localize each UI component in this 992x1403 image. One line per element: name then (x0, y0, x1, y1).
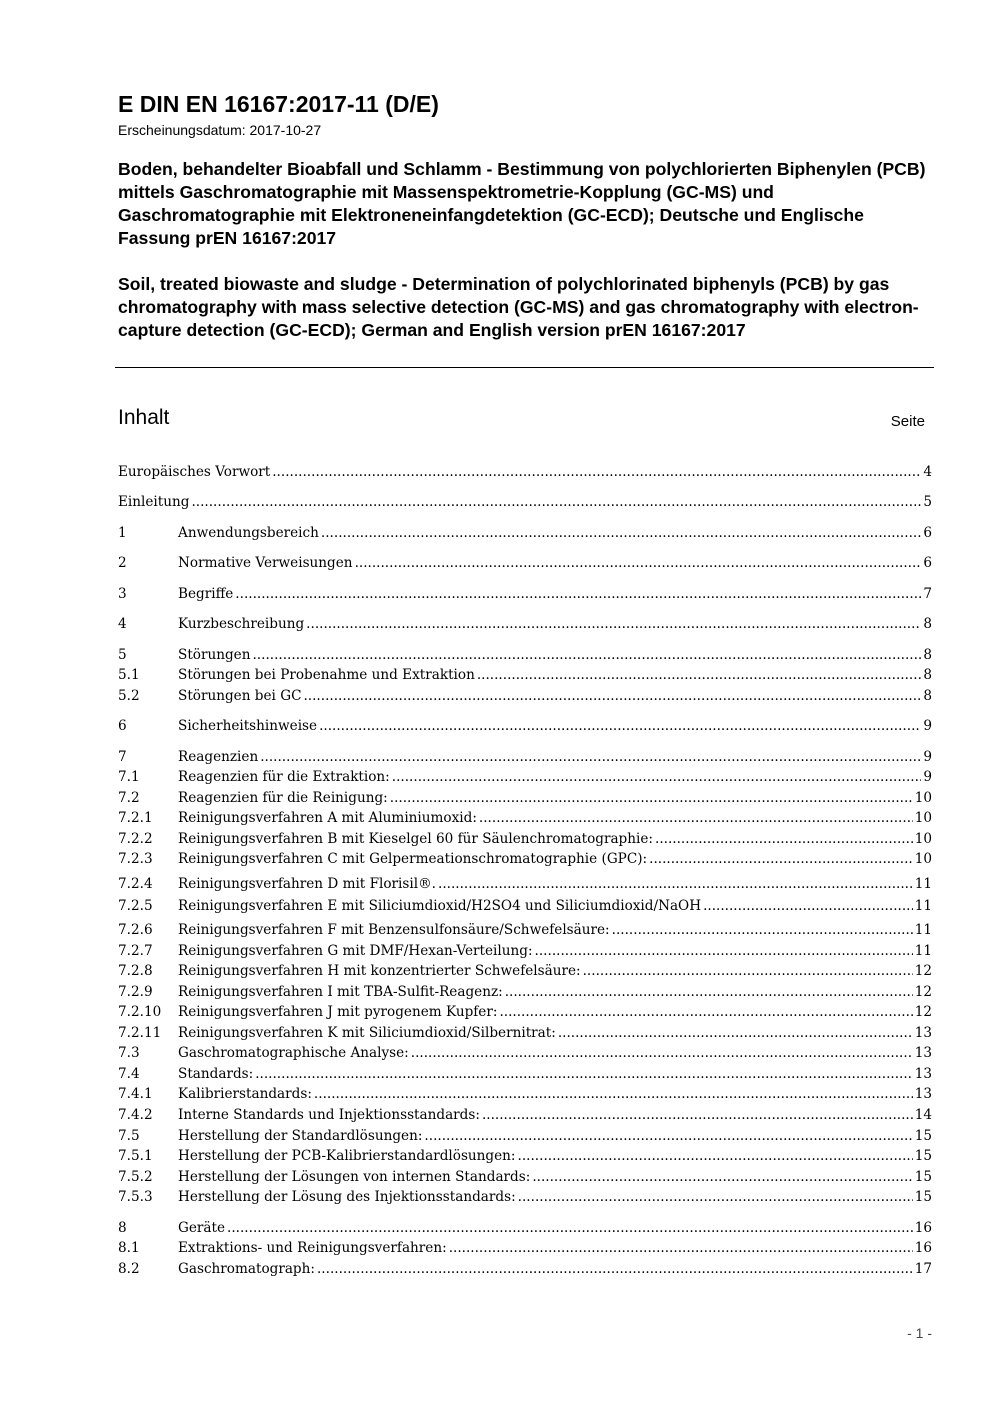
toc-entry-title: Reinigungsverfahren G mit DMF/Hexan-Verteilung: (178, 943, 533, 959)
toc-entry[interactable] (118, 1189, 932, 1209)
toc-entry-title: Reinigungsverfahren D mit Florisil®. (178, 876, 436, 892)
toc-entry-title: Reinigungsverfahren B mit Kieselgel 60 für Säulenchromatographie: (178, 831, 653, 847)
toc-leader-dots (438, 876, 913, 892)
toc-entry-title: Reinigungsverfahren I mit TBA-Sulfit-Reagenz: (178, 984, 503, 1000)
toc-entry[interactable] (118, 1220, 932, 1240)
toc-page-column-label: Seite (890, 413, 925, 430)
toc-entry-title: Störungen (178, 647, 251, 663)
toc-leader-dots (317, 1261, 913, 1277)
page-number: - 1 - (907, 1325, 932, 1341)
toc-entry[interactable] (118, 688, 932, 708)
toc-entry[interactable] (118, 1004, 932, 1024)
toc-entry[interactable] (118, 1025, 932, 1045)
toc-entry-page: 13 (914, 1066, 932, 1082)
toc-leader-dots (390, 790, 913, 806)
toc-leader-dots (532, 1169, 912, 1185)
toc-entry[interactable] (118, 1107, 932, 1127)
toc-entry-title: Extraktions- und Reinigungsverfahren: (178, 1240, 447, 1256)
toc-entry[interactable] (118, 1045, 932, 1065)
toc-leader-dots (558, 1025, 913, 1041)
toc-entry-title: Einleitung (118, 494, 190, 510)
toc-entry-number: 7.2.2 (118, 831, 153, 847)
toc-entry-page: 10 (914, 790, 932, 806)
toc-leader-dots (583, 963, 913, 979)
toc-entry-number: 7.4.2 (118, 1107, 153, 1123)
toc-entry-number: 7.1 (118, 769, 140, 785)
toc-entry[interactable] (118, 1128, 932, 1148)
toc-entry-page: 8 (923, 616, 932, 632)
toc-leader-dots (477, 667, 922, 683)
toc-leader-dots (612, 922, 913, 938)
toc-entry[interactable] (118, 984, 932, 1004)
toc-entry[interactable] (118, 810, 932, 830)
toc-entry-title: Reinigungsverfahren J mit pyrogenem Kupfer: (178, 1004, 498, 1020)
toc-entry-number: 3 (118, 586, 127, 602)
toc-leader-dots (535, 943, 913, 959)
title-english: Soil, treated biowaste and sludge - Determination of polychlorinated biphenyls (PCB) by gas chromatography with mass selective detection (GC-MS) and gas chromatography with electron-capture detection (GC-ECD); German and English version prEN 16167:2017 (118, 274, 919, 340)
toc-entry-number: 1 (118, 525, 127, 541)
toc-entry-title: Reinigungsverfahren F mit Benzensulfonsäure/Schwefelsäure: (178, 922, 610, 938)
toc-entry-number: 7.5 (118, 1128, 140, 1144)
toc-entry-number: 5.1 (118, 667, 140, 683)
toc-entry-page: 9 (923, 718, 932, 734)
toc-entry-page: 6 (923, 525, 932, 541)
publication-date: Erscheinungsdatum: 2017-10-27 (118, 122, 322, 138)
toc-entry-title: Kalibrierstandards: (178, 1086, 312, 1102)
toc-entry-title: Kurzbeschreibung (178, 616, 305, 632)
toc-entry-number: 7.2 (118, 790, 140, 806)
toc-entry-page: 12 (914, 1004, 932, 1020)
toc-entry-number: 5.2 (118, 688, 140, 704)
toc-entry-page: 8 (923, 688, 932, 704)
toc-entry-page: 17 (914, 1261, 932, 1277)
toc-entry-page: 13 (914, 1025, 932, 1041)
toc-entry-page: 15 (914, 1169, 932, 1185)
toc-entry-page: 4 (923, 464, 932, 480)
toc-leader-dots (479, 810, 913, 826)
toc-entry-title: Herstellung der Standardlösungen: (178, 1128, 423, 1144)
toc-entry-title: Herstellung der Lösungen von internen Standards: (178, 1169, 531, 1185)
toc-entry[interactable] (118, 718, 932, 738)
toc-entry-number: 8.1 (118, 1240, 140, 1256)
toc-entry[interactable] (118, 586, 932, 606)
toc-entry[interactable] (118, 749, 932, 769)
toc-entry-title: Reinigungsverfahren H mit konzentrierter Schwefelsäure: (178, 963, 581, 979)
toc-entry[interactable] (118, 667, 932, 687)
toc-entry[interactable] (118, 963, 932, 983)
toc-leader-dots (499, 1004, 912, 1020)
toc-leader-dots (255, 1066, 912, 1082)
toc-entry-page: 16 (914, 1220, 932, 1236)
toc-entry-title: Sicherheitshinweise (178, 718, 318, 734)
toc-entry-number: 7.5.1 (118, 1148, 153, 1164)
toc-entry-number: 7.2.3 (118, 851, 153, 867)
toc-entry-page: 5 (923, 494, 932, 510)
toc-entry-number: 7.2.5 (118, 898, 153, 914)
toc-entry-page: 10 (914, 851, 932, 867)
toc-leader-dots (306, 616, 921, 632)
toc-leader-dots (319, 718, 921, 734)
toc-entry-title: Normative Verweisungen (178, 555, 353, 571)
toc-entry-title: Begriffe (178, 586, 234, 602)
toc-leader-dots (235, 586, 921, 602)
toc-entry-title: Herstellung der Lösung des Injektionsstandards: (178, 1189, 516, 1205)
toc-entry[interactable] (118, 790, 932, 810)
toc-entry-page: 12 (914, 984, 932, 1000)
toc-entry-page: 8 (923, 647, 932, 663)
toc-entry-number: 7.2.8 (118, 963, 153, 979)
toc-leader-dots (649, 851, 913, 867)
toc-entry[interactable] (118, 494, 932, 514)
toc-entry-number: 7.3 (118, 1045, 140, 1061)
toc-entry-number: 7.2.4 (118, 876, 153, 892)
toc-leader-dots (482, 1107, 913, 1123)
toc-leader-dots (424, 1128, 912, 1144)
toc-entry-page: 7 (923, 586, 932, 602)
toc-entry-number: 7.2.9 (118, 984, 153, 1000)
toc-entry[interactable] (118, 943, 932, 963)
toc-entry-page: 9 (923, 749, 932, 765)
toc-entry-number: 7.2.7 (118, 943, 153, 959)
toc-entry-page: 10 (914, 831, 932, 847)
toc-entry[interactable] (118, 1086, 932, 1106)
toc-entry-title: Anwendungsbereich (178, 525, 319, 541)
toc-entry-title: Reagenzien für die Extraktion: (178, 769, 390, 785)
toc-entry-title: Reagenzien (178, 749, 259, 765)
toc-leader-dots (655, 831, 913, 847)
toc-entry-number: 2 (118, 555, 127, 571)
toc-entry-title: Reinigungsverfahren A mit Aluminiumoxid: (178, 810, 477, 826)
toc-entry-number: 7.5.3 (118, 1189, 153, 1205)
toc-entry[interactable] (118, 831, 932, 851)
toc-leader-dots (505, 984, 913, 1000)
toc-entry-title: Interne Standards und Injektionsstandards: (178, 1107, 480, 1123)
toc-entry-number: 6 (118, 718, 127, 734)
toc-entry[interactable] (118, 616, 932, 636)
toc-entry-page: 15 (914, 1189, 932, 1205)
toc-entry[interactable] (118, 555, 932, 575)
toc-entry-number: 7.2.6 (118, 922, 153, 938)
toc-entry-page: 11 (914, 922, 932, 938)
toc-entry-page: 11 (914, 876, 932, 892)
toc-entry[interactable] (118, 1148, 932, 1168)
toc-entry-page: 11 (914, 943, 932, 959)
toc-entry-title: Reinigungsverfahren K mit Siliciumdioxid/Silbernitrat: (178, 1025, 556, 1041)
toc-entry-page: 15 (914, 1128, 932, 1144)
toc-leader-dots (314, 1086, 913, 1102)
toc-leader-dots (321, 525, 921, 541)
toc-leader-dots (355, 555, 922, 571)
toc-leader-dots (260, 749, 921, 765)
toc-entry-title: Herstellung der PCB-Kalibrierstandardlösungen: (178, 1148, 516, 1164)
toc-entry-number: 7.2.1 (118, 810, 153, 826)
toc-leader-dots (518, 1148, 913, 1164)
toc-entry-page: 13 (914, 1086, 932, 1102)
toc-entry[interactable] (118, 1169, 932, 1189)
toc-entry-title: Reinigungsverfahren E mit Siliciumdioxid/H2SO4 und Siliciumdioxid/NaOH (178, 898, 702, 914)
toc-entry[interactable] (118, 769, 932, 789)
toc-entry-number: 7.4 (118, 1066, 140, 1082)
toc-entry[interactable] (118, 876, 932, 896)
toc-entry-title: Störungen bei GC (178, 688, 302, 704)
toc-entry[interactable] (118, 647, 932, 667)
toc-leader-dots (703, 898, 913, 914)
toc-entry[interactable] (118, 525, 932, 545)
toc-entry-page: 8 (923, 667, 932, 683)
document-id: E DIN EN 16167:2017-11 (D/E) (118, 91, 439, 117)
toc-leader-dots (518, 1189, 913, 1205)
toc-leader-dots (191, 494, 921, 510)
toc-entry-title: Europäisches Vorwort (118, 464, 271, 480)
toc-entry-number: 7.5.2 (118, 1169, 153, 1185)
toc-leader-dots (392, 769, 922, 785)
toc-entry-page: 11 (914, 898, 932, 914)
toc-entry-number: 8 (118, 1220, 127, 1236)
toc-entry-title: Standards: (178, 1066, 254, 1082)
toc-leader-dots (272, 464, 921, 480)
toc-leader-dots (227, 1220, 913, 1236)
toc-entry[interactable] (118, 851, 932, 871)
toc-entry-title: Gaschromatographische Analyse: (178, 1045, 409, 1061)
toc-entry-page: 15 (914, 1148, 932, 1164)
toc-entry[interactable] (118, 464, 932, 484)
toc-entry[interactable] (118, 898, 932, 918)
title-divider (115, 367, 934, 368)
toc-entry-page: 14 (914, 1107, 932, 1123)
toc-entry-page: 12 (914, 963, 932, 979)
toc-heading: Inhalt (118, 406, 170, 429)
toc-entry-number: 7.2.10 (118, 1004, 162, 1020)
toc-entry-title: Störungen bei Probenahme und Extraktion (178, 667, 475, 683)
toc-entry-title: Reinigungsverfahren C mit Gelpermeationschromatographie (GPC): (178, 851, 648, 867)
toc-entry[interactable] (118, 1066, 932, 1086)
toc-entry-number: 4 (118, 616, 127, 632)
toc-entry-page: 6 (923, 555, 932, 571)
toc-entry[interactable] (118, 1261, 932, 1281)
toc-leader-dots (252, 647, 921, 663)
toc-entry-page: 16 (914, 1240, 932, 1256)
toc-entry[interactable] (118, 922, 932, 942)
title-german: Boden, behandelter Bioabfall und Schlamm - Bestimmung von polychlorierten Biphenylen (PCB) mittels Gaschromatographie mit Massenspektrometrie-Kopplung (GC-MS) und Gaschromatographie mit Elektroneneinfangdetektion (GC-ECD); Deutsche und Englische Fassung prEN 16167:2017 (118, 159, 926, 248)
toc-leader-dots (303, 688, 921, 704)
toc-entry-number: 7.2.11 (118, 1025, 162, 1041)
toc-entry-number: 7 (118, 749, 127, 765)
toc-entry-title: Geräte (178, 1220, 226, 1236)
toc-entry-title: Gaschromatograph: (178, 1261, 315, 1277)
toc-entry-page: 9 (923, 769, 932, 785)
toc-entry-number: 7.4.1 (118, 1086, 153, 1102)
toc-entry[interactable] (118, 1240, 932, 1260)
toc-entry-page: 10 (914, 810, 932, 826)
toc-leader-dots (411, 1045, 913, 1061)
toc-entry-page: 13 (914, 1045, 932, 1061)
toc-entry-title: Reagenzien für die Reinigung: (178, 790, 388, 806)
toc-entry-number: 5 (118, 647, 127, 663)
toc-leader-dots (449, 1240, 913, 1256)
toc-entry-number: 8.2 (118, 1261, 140, 1277)
